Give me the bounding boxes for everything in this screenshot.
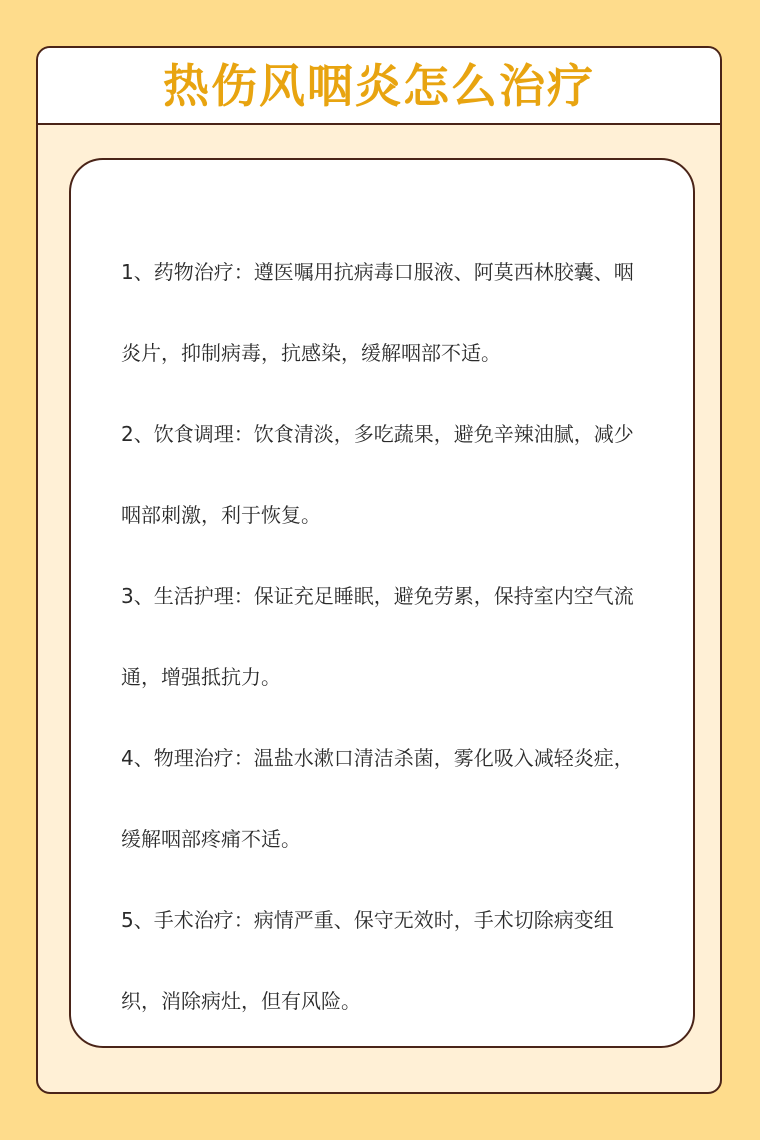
treatment-list: [121, 232, 641, 1042]
list-item: 3、生活护理：保证充足睡眠，避免劳累，保持室内空气流通，增强抵抗力。: [121, 584, 634, 689]
card: [36, 46, 722, 1094]
content-box: [69, 158, 695, 1048]
page-title: 热伤风咽炎怎么治疗: [163, 58, 595, 113]
header: [38, 48, 720, 125]
list-item: 4、物理治疗：温盐水漱口清洁杀菌，雾化吸入减轻炎症，缓解咽部疼痛不适。: [121, 746, 634, 851]
list-item: 1、药物治疗：遵医嘱用抗病毒口服液、阿莫西林胶囊、咽炎片，抑制病毒，抗感染，缓解咽部不适。: [121, 260, 634, 365]
list-item: 5、手术治疗：病情严重、保守无效时，手术切除病变组织，消除病灶，但有风险。: [121, 908, 614, 1013]
list-item: 2、饮食调理：饮食清淡，多吃蔬果，避免辛辣油腻，减少咽部刺激，利于恢复。: [121, 422, 634, 527]
